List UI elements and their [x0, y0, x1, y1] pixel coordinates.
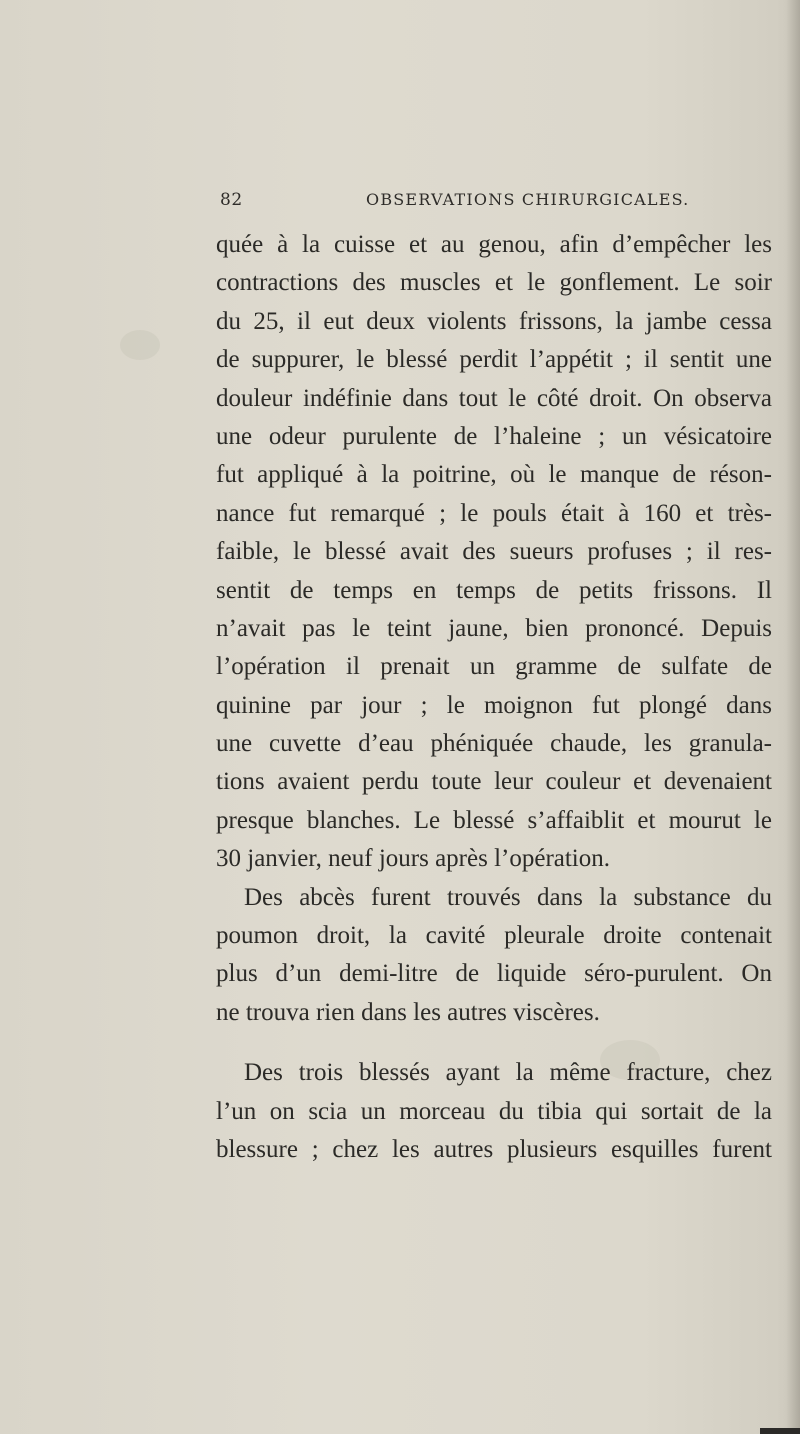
text-line: contractions des muscles et le gonflement. Le soir — [216, 269, 772, 297]
text-line: fut appliqué à la poitrine, où le manque de réson- — [216, 461, 772, 489]
text-line: nance fut remarqué ; le pouls était à 160 et très- — [216, 499, 772, 527]
text-line: poumon droit, la cavité pleurale droite contenait — [216, 922, 772, 950]
text-line: ne trouva rien dans les autres viscères. — [216, 998, 600, 1026]
text-line: blessure ; chez les autres plusieurs esquilles furent — [216, 1135, 772, 1163]
text-line: 30 janvier, neuf jours après l’opération. — [216, 845, 611, 873]
page-edge-shadow — [786, 0, 800, 1434]
page-corner-mark — [760, 1428, 800, 1434]
text-line: l’opération il prenait un gramme de sulfate de — [216, 653, 772, 681]
text-line: presque blanches. Le blessé s’affaiblit et mourut le — [216, 806, 772, 834]
text-line: sentit de temps en temps de petits frissons. Il — [216, 576, 772, 604]
running-header — [218, 188, 768, 218]
page-number: 82 — [220, 190, 243, 210]
text-line: Des trois blessés ayant la même fracture, chez — [244, 1059, 772, 1087]
text-line: plus d’un demi-litre de liquide séro-purulent. On — [216, 960, 772, 988]
text-line: une odeur purulente de l’haleine ; un vésicatoire — [216, 422, 772, 450]
text-line: du 25, il eut deux violents frissons, la jambe cessa — [216, 307, 772, 335]
text-line: quée à la cuisse et au genou, afin d’empêcher les — [216, 231, 772, 258]
paragraph-gap — [216, 1032, 772, 1054]
text-line: une cuvette d’eau phéniquée chaude, les granula- — [216, 730, 772, 758]
paper-stain — [120, 330, 160, 360]
text-line: l’un on scia un morceau du tibia qui sortait de la — [216, 1097, 772, 1125]
text-line: de suppurer, le blessé perdit l’appétit ; il sentit une — [216, 346, 772, 374]
text-line: tions avaient perdu toute leur couleur et devenaient — [216, 768, 772, 796]
body-text — [216, 226, 772, 1169]
text-line: n’avait pas le teint jaune, bien prononcé. Depuis — [216, 614, 772, 642]
text-line: quinine par jour ; le moignon fut plongé dans — [216, 691, 772, 719]
text-line: Des abcès furent trouvés dans la substance du — [244, 883, 772, 911]
text-line: douleur indéfinie dans tout le côté droit. On observa — [216, 384, 772, 412]
running-title: OBSERVATIONS CHIRURGICALES. — [366, 190, 690, 209]
text-line: faible, le blessé avait des sueurs profuses ; il res- — [216, 538, 772, 566]
